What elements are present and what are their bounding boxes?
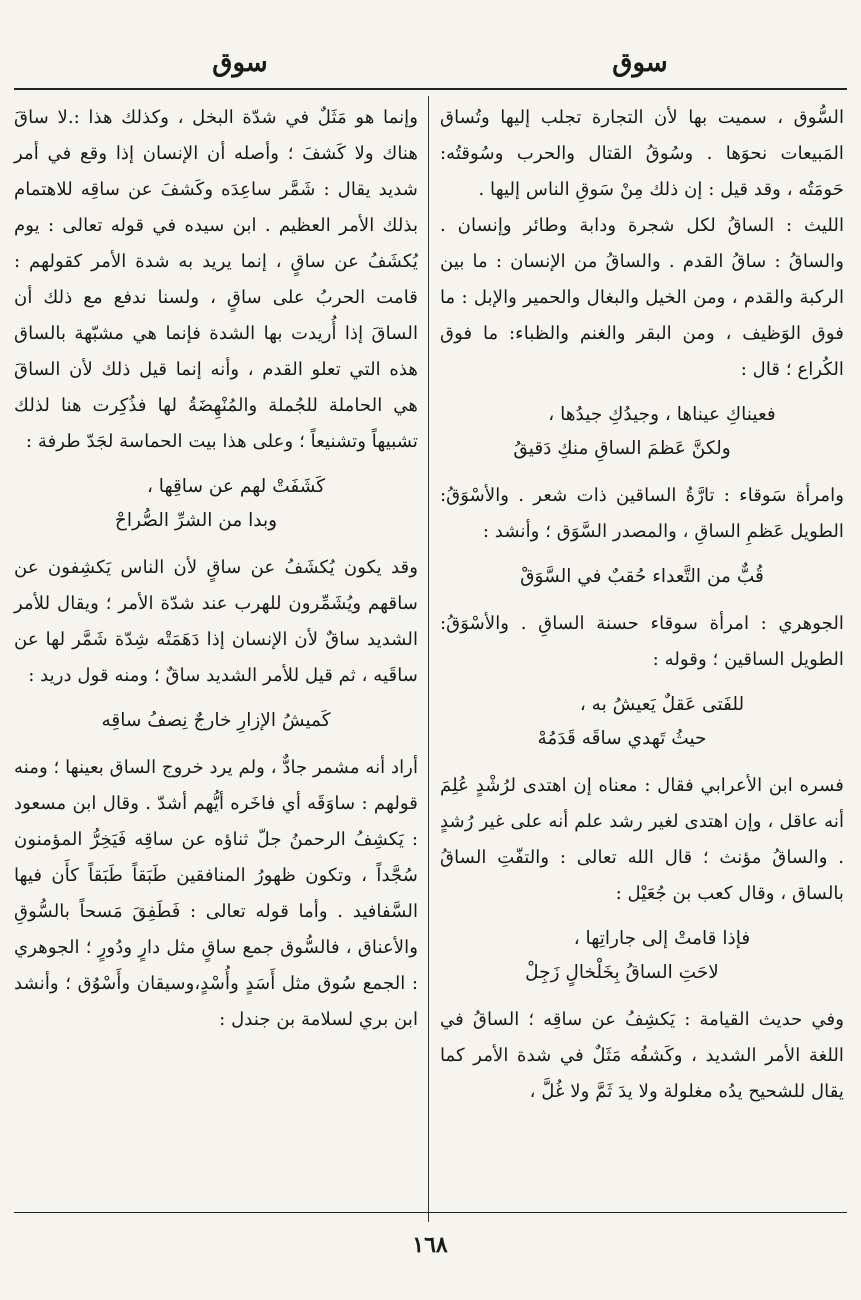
running-header-right: سوق — [612, 48, 668, 78]
page-number: ١٦٨ — [412, 1232, 448, 1258]
right-column — [440, 100, 844, 1110]
footer-rule — [14, 1212, 847, 1213]
verse-hemistich: كَشَفَتْ لهم عن ساقِها ، — [146, 476, 326, 497]
verse-hemistich: فعيناكِ عيناها ، وجيدُكِ جيدُها ، — [548, 404, 776, 425]
verse-line: كَميشُ الإزارِ خارجٌ نِصفُ ساقِه — [101, 710, 331, 731]
verse-hemistich: ولكنَّ عَظمَ الساقِ منكِ دَقيقُ — [513, 438, 731, 459]
verse-hemistich: للفَتى عَقلٌ يَعيشُ به ، — [579, 694, 745, 715]
verse-hemistich: وبدا من الشرِّ الصُّراحْ — [114, 510, 278, 531]
paragraph: الجوهري : امرأة سوقاء حسنة الساقِ . والأسْوَقُ: الطويل الساقين ؛ وقوله : — [440, 613, 844, 670]
paragraph: وقد يكون يُكشَفُ عن ساقٍ لأن الناس يَكشِفون عن ساقهم ويُشَمِّرون للهرب عند شدّة الأمر ؛ ويقال للأمر الشديد ساقٌ لأن الإنسان إذا دَهَمَتْه شِدّة شَمَّر لها عن ساقَيه ، ثم قيل للأمر الشديد ساقٌ ؛ ومنه قول دريد : — [14, 557, 418, 686]
paragraph: وفي حديث القيامة : يَكشِفُ عن ساقِه ؛ الساقُ في اللغة الأمر الشديد ، وكَشفُه مَثَلٌ في شدة الأمر كما يقال للشحيح يدُه مغلولة ولا يدَ ثَمَّ ولا غُلَّ ، — [440, 1009, 844, 1102]
paragraph: الليث : الساقُ لكل شجرة ودابة وطائر وإنسان . والساقُ : ساقُ القدم . والساقُ من الإنسان : ما بين الركبة والقدم ، ومن الخيل والبغال والحمير والإبل : ما فوق الوَظيف ، ومن البقر والغنم والظباء: ما فوق الكُراع ؛ قال : — [440, 215, 844, 380]
verse — [440, 922, 844, 990]
verse-line: قُبٌّ من التَّعداء حُقبٌ في السَّوَقْ — [520, 566, 764, 587]
header-rule — [14, 88, 847, 90]
running-header-left: سوق — [212, 48, 268, 78]
paragraph: فسره ابن الأعرابي فقال : معناه إن اهتدى لرُشْدٍ عُلِمَ أنه عاقل ، وإن اهتدى لغير رشد علم أنه على غير رُشدٍ . والساقُ مؤنث ؛ قال الله تعالى : والتفّتِ الساقُ بالساق ، وقال كعب بن جُعَيْل : — [440, 775, 844, 904]
verse — [14, 704, 418, 738]
paragraph: وإنما هو مَثَلٌ في شدّة البخل ، وكذلك هذا :.لا ساقَ هناك ولا كَشفَ ؛ وأصله أن الإنسان إذا وقع في أمر شديد يقال : شَمَّر ساعِدَه وكَشفَ عن ساقِه للاهتمام بذلك الأمر العظيم . ابن سيده في قوله تعالى : يوم يُكشَفُ عن ساقٍ ، إنما يريد به شدة الأمر كقولهم : قامت الحربُ على ساقٍ ، ولسنا ندفع مع ذلك أن الساقَ إذا أُريدت بها الشدة فإنما هي مشبّهة بالساق هذه التي تعلو القدم ، وأنه إنما قيل ذلك لأن الساقَ هي الحاملة للجُملة والمُنْهِضَةُ لها فذُكِرت هنا لذلك تشبيهاً وتشنيعاً ؛ وعلى هذا بيت الحماسة لجَدّ طرفة : — [14, 107, 418, 452]
verse — [440, 688, 844, 756]
verse-hemistich: حيثُ تَهدي ساقَه قَدَمُهْ — [537, 728, 707, 749]
paragraph: وامرأة سَوقاء : تارَّةُ الساقين ذات شعر . والأسْوَقُ: الطويل عَظمِ الساقِ ، والمصدر السَّوَق ؛ وأنشد : — [440, 485, 844, 542]
verse — [14, 470, 418, 538]
paragraph: أراد أنه مشمر جادٌّ ، ولم يرد خروج الساق بعينها ؛ ومنه قولهم : ساوَقَه أي فاخَره أيُّهم أشدّ . وقال ابن مسعود : يَكشِفُ الرحمنُ جلّ ثناؤه عن ساقِه فَيَخِرُّ المؤمنون سُجَّداً ، وتكون ظهورُ المنافقين طَبَقاً طَبَقاً كأَن فيها السَّفافيد . وأما قوله تعالى : فَطَفِقَ مَسحاً بالسُّوقِ والأعناق ، فالسُّوق جمع ساقٍ مثل دارٍ ودُورٍ ؛ الجوهري : الجمع سُوق مثل أَسَدٍ وأُسْدٍ،وسيقان وأَسْوُق ؛ وأنشد ابن بري لسلامة بن جندل : — [14, 757, 418, 1030]
left-column — [14, 100, 418, 1038]
verse — [440, 398, 844, 466]
verse-hemistich: لاحَتِ الساقُ بِخَلْخالٍ زَجِلْ — [525, 962, 719, 983]
paragraph: السُّوق ، سميت بها لأن التجارة تجلب إليها وتُساق المَبيعات نحوَها . وسُوقُ القتال والحرب وسُوقتُه: حَومَتُه ، وقد قيل : إن ذلك مِنْ سَوقِ الناس إليها . — [440, 107, 844, 200]
column-divider — [428, 96, 429, 1222]
verse — [440, 560, 844, 594]
verse-hemistich: فإذا قامتْ إلى جاراتِها ، — [573, 928, 751, 949]
